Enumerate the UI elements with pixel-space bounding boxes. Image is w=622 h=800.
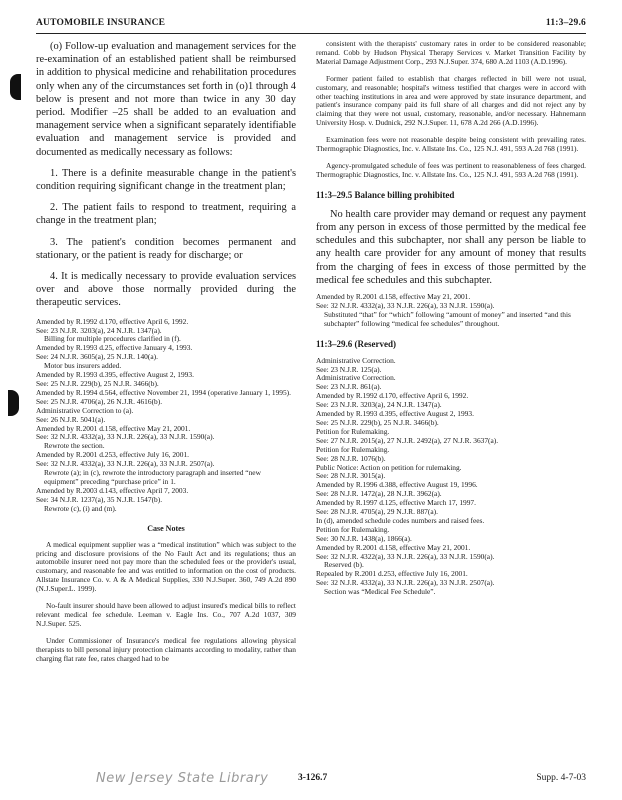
history-line: Amended by R.1996 d.388, effective August 19, 1996. <box>316 480 478 490</box>
case-note: consistent with the therapists' customary rates in order to be considered reasonable; remand. Cobb by Hudson Physical Therapy Services v. Market Transition Facility by Material Damage Adjustment Corp., 293 N.J.Super. 374, 680 A.2d 1103 (A.D.1996). <box>316 39 586 66</box>
history-line: Billing for multiple procedures clarified in (f). <box>44 334 181 344</box>
paragraph-o: (o) Follow-up evaluation and management services for the re-examination of an established patient shall be reimbursed in addition to physical medicine and rehabilitation procedures only when any of the circumstances set forth in (o)1 through 4 below is present and not more than twice in any 30 day period. Modifier –25 shall be added to an evaluation and management service when a significant separately identifiable evaluation and management service is provided and documented as medically necessary as follows: <box>36 41 296 158</box>
history-line: Reserved (b). <box>324 560 364 570</box>
page-footer <box>36 771 586 789</box>
history-line: Rewrote (a); in (c), rewrote the introductory paragraph and inserted “new equipment” preceding “purchase price” in 1. <box>44 468 261 486</box>
history-line: See: 25 N.J.R. 229(b), 25 N.J.R. 3466(b). <box>36 379 159 388</box>
history-line: Petition for Rulemaking. <box>316 524 390 534</box>
history-line: Rewrote the section. <box>44 441 105 451</box>
history-line: Amended by R.1993 d.395, effective August 2, 1993. <box>36 370 194 380</box>
history-line: Administrative Correction to (a). <box>36 405 134 415</box>
history-line: Amended by R.1993 d.395, effective August 2, 1993. <box>316 409 474 419</box>
library-stamp: New Jersey State Library <box>96 771 269 786</box>
case-note: Agency-promulgated schedule of fees was pertinent to reasonableness of fees charged. Thermographic Diagnostics, Inc. v. Allstate Ins. Co., 125 N.J. 491, 593 A.2d 768 (1991). <box>316 160 586 179</box>
right-column <box>316 40 586 597</box>
paragraph-o-item: 3. The patient's condition becomes permanent and stationary, or the patient is ready for discharge; or <box>36 236 296 261</box>
history-line: See: 23 N.J.R. 3203(a), 24 N.J.R. 1347(a). <box>36 325 162 335</box>
history-line: Amended by R.1992 d.170, effective April 6, 1992. <box>36 316 189 326</box>
history-line: See: 24 N.J.R. 3605(a), 25 N.J.R. 140(a). <box>36 352 158 362</box>
case-note: Under Commissioner of Insurance's medical fee regulations allowing physical therapists to bill personal injury protection claimants according to modality, rather than charging flat rate fee, rates charged had to be <box>36 635 296 663</box>
section-heading-29-5: 11:3–29.5 Balance billing prohibited <box>316 189 455 200</box>
history-line: Administrative Correction. <box>316 373 396 383</box>
section-heading-29-6: 11:3–29.6 (Reserved) <box>316 338 396 349</box>
history-line: Substituted “that” for “which” following “amount of money” and inserted “and this subchapter” following “medical fee schedules” throughout. <box>324 309 571 328</box>
history-line: Amended by R.2001 d.158, effective May 21, 2001. <box>316 542 471 552</box>
history-line: See: 28 N.J.R. 4705(a), 29 N.J.R. 887(a). <box>316 507 438 517</box>
history-line: Amended by R.1994 d.564, effective November 21, 1994 (operative January 1, 1995). <box>36 387 291 397</box>
history-notes <box>36 318 296 514</box>
history-line: See: 25 N.J.R. 229(b), 25 N.J.R. 3466(b). <box>316 417 439 427</box>
history-line: Amended by R.2003 d.143, effective April 7, 2003. <box>36 485 189 495</box>
history-line: Petition for Rulemaking. <box>316 426 390 436</box>
history-line: Petition for Rulemaking. <box>316 444 390 454</box>
page-number: 3-126.7 <box>298 773 328 783</box>
history-line: See: 34 N.J.R. 1237(a), 35 N.J.R. 1547(b). <box>36 494 163 504</box>
history-line: Amended by R.1992 d.170, effective April 6, 1992. <box>316 391 469 401</box>
history-line: Section was “Medical Fee Schedule”. <box>324 587 436 597</box>
header-rule <box>36 33 586 34</box>
history-line: Amended by R.2001 d.158, effective May 21, 2001. <box>316 292 471 301</box>
margin-bracket-mark <box>10 74 21 100</box>
history-line: See: 32 N.J.R. 4332(a), 33 N.J.R. 226(a), 33 N.J.R. 1590(a). <box>316 300 495 310</box>
header-section-number: 11:3–29.6 <box>545 18 586 28</box>
case-note: A medical equipment supplier was a “medical institution” which was subject to the pricing and disclosure provisions of the No Fault Act and its regulations; thus an automobile insurer need not pay more than the scheduled fees or the provider's usual, customary, and reasonable fee and was entitled to information on the cost of products. Allstate Insurance Co. v. A & A Medical Supplies, 330 N.J.Super. 360, 749 A.2d 890 (N.J.Super.L. 1999). <box>36 539 296 594</box>
history-line: Public Notice: Action on petition for rulemaking. <box>316 462 462 472</box>
history-line: Administrative Correction. <box>316 355 396 365</box>
history-line: Amended by R.1993 d.25, effective January 4, 1993. <box>36 343 193 353</box>
case-notes-heading: Case Notes <box>147 523 185 533</box>
history-line: Amended by R.2001 d.158, effective May 21, 2001. <box>36 423 191 433</box>
history-line: See: 26 N.J.R. 5041(a). <box>36 414 106 424</box>
history-line: See: 23 N.J.R. 3203(a), 24 N.J.R. 1347(a). <box>316 400 442 410</box>
case-note: Examination fees were not reasonable despite being consistent with prevailing rates. Thermographic Diagnostics, Inc. v. Allstate Ins. Co., 125 N.J. 491, 593 A.2d 768 (1991). <box>316 135 586 154</box>
history-line: Repealed by R.2001 d.253, effective July 16, 2001. <box>316 569 468 579</box>
history-line: See: 28 N.J.R. 1472(a), 28 N.J.R. 3962(a). <box>316 489 442 499</box>
case-note: No-fault insurer should have been allowed to adjust insured's medical bills to reflect relevant medical fee schedule. Leeman v. Eagle Ins. Co., 707 A.2d 1037, 309 N.J.Super. 525. <box>36 601 296 628</box>
history-line: In (d), amended schedule codes numbers and raised fees. <box>316 515 485 525</box>
case-notes-continued <box>316 40 586 180</box>
paragraph-o-item: 2. The patient fails to respond to treatment, requiring a change in the treatment plan; <box>36 202 296 227</box>
section-29-5-history <box>316 293 586 329</box>
history-line: See: 30 N.J.R. 1438(a), 1866(a). <box>316 533 412 543</box>
case-note: Former patient failed to establish that charges reflected in bill were not usual, customary, and reasonable; hospital's witness testified that charges were in accord with other teaching institutions in area and were approved by state insurance department, and patient's insurance company paid its full share of all charges and did not reject any by claiming that they were not usual, customary, reasonable, and/or necessary. Hahnemann University Hosp. v. Dudnick, 292 N.J.Super. 11, 678 A.2d 266 (A.D.1996). <box>316 73 586 128</box>
history-line: See: 28 N.J.R. 1076(b). <box>316 453 386 463</box>
history-line: See: 32 N.J.R. 4332(a), 33 N.J.R. 226(a), 33 N.J.R. 2507(a). <box>316 578 495 588</box>
history-line: See: 23 N.J.R. 125(a). <box>316 364 382 374</box>
case-notes <box>36 541 296 664</box>
history-line: See: 25 N.J.R. 4706(a), 26 N.J.R. 4616(b). <box>36 396 163 406</box>
supplement-date: Supp. 4-7-03 <box>536 773 586 783</box>
history-line: Amended by R.1997 d.125, effective March 17, 1997. <box>316 498 476 508</box>
paragraph-o-item: 4. It is medically necessary to provide evaluation services over and above those normally provided during the therapeutic services. <box>36 271 296 309</box>
paragraph-o-item: 1. There is a definite measurable change in the patient's condition requiring significant change in the treatment plan; <box>36 167 296 193</box>
history-line: See: 28 N.J.R. 3015(a). <box>316 471 386 481</box>
page-header <box>36 18 586 30</box>
history-line: Rewrote (c), (i) and (m). <box>44 503 117 513</box>
left-column <box>36 40 296 671</box>
margin-bracket-mark <box>8 390 19 416</box>
section-29-5-text: No health care provider may demand or request any payment from any person in excess of those permitted by the medical fee schedules and this subchapter, nor shall any person be liable to any health care provider for any amount of money that results from the charging of fees in excess of those permitted by the medical fee schedules and this subchapter. <box>316 208 586 286</box>
header-title: AUTOMOBILE INSURANCE <box>36 18 166 28</box>
history-line: See: 32 N.J.R. 4332(a), 33 N.J.R. 226(a), 33 N.J.R. 1590(a). <box>36 432 215 442</box>
history-line: See: 23 N.J.R. 861(a). <box>316 382 382 392</box>
history-line: Amended by R.2001 d.253, effective July 16, 2001. <box>36 450 189 460</box>
history-line: See: 27 N.J.R. 2015(a), 27 N.J.R. 2492(a), 27 N.J.R. 3637(a). <box>316 435 499 445</box>
history-line: See: 32 N.J.R. 4332(a), 33 N.J.R. 226(a), 33 N.J.R. 2507(a). <box>36 459 215 469</box>
history-line: Motor bus insurers added. <box>44 361 122 371</box>
section-29-6-history <box>316 357 586 597</box>
paragraph-o-items <box>36 167 296 310</box>
history-line: See: 32 N.J.R. 4322(a), 33 N.J.R. 226(a), 33 N.J.R. 1590(a). <box>316 551 495 561</box>
